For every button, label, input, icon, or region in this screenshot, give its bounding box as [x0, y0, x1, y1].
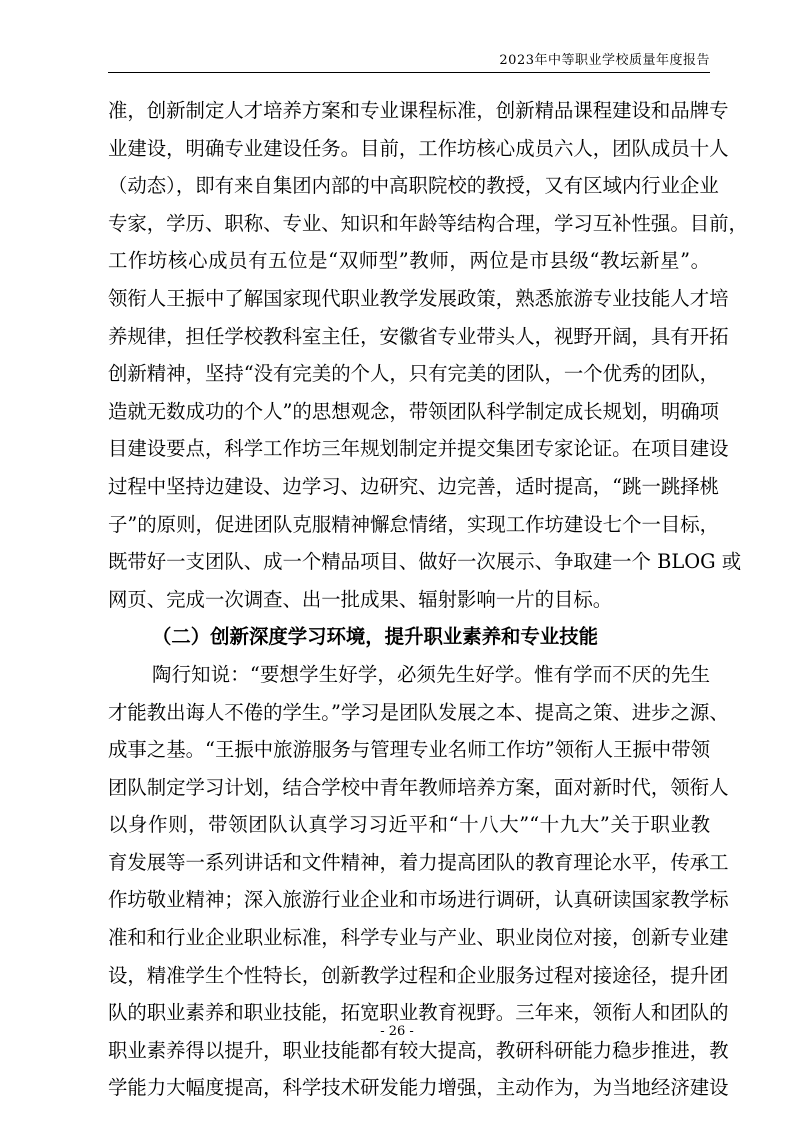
- page-header: [108, 46, 710, 73]
- text-line: 专家，学历、职称、专业、知识和年龄等结构合理，学习互补性强。目前，: [108, 211, 748, 235]
- section-heading: （二）创新深度学习环境，提升职业素养和专业技能: [152, 625, 598, 649]
- page-body: [108, 92, 748, 1107]
- text-line: 陶行知说：“要想学生好学，必须先生好学。惟有学而不厌的先生: [152, 662, 710, 686]
- text-line: 目建设要点，科学工作坊三年规划制定并提交集团专家论证。在项目建设: [108, 437, 729, 461]
- text-line: 业建设，明确专业建设任务。目前，工作坊核心成员六人，团队成员十人: [108, 136, 729, 160]
- text-line: 养规律，担任学校教科室主任，安徽省专业带头人，视野开阔，具有开拓: [108, 324, 729, 348]
- text-line: 职业素养得以提升，职业技能都有较大提高，教研科研能力稳步推进，教: [108, 1038, 729, 1062]
- text-line: 学能力大幅度提高，科学技术研发能力增强，主动作为，为当地经济建设: [108, 1076, 729, 1100]
- text-line: 作坊敬业精神；深入旅游行业企业和市场进行调研，认真研读国家教学标: [108, 888, 729, 912]
- text-line: 准，创新制定人才培养方案和专业课程标准，创新精品课程建设和品牌专: [108, 99, 729, 122]
- text-line: 工作坊核心成员有五位是“双师型”教师，两位是市县级“教坛新星”。: [108, 249, 710, 273]
- text-line: 队的职业素养和职业技能，拓宽职业教育视野。三年来，领衔人和团队的: [108, 1001, 729, 1025]
- text-line: 创新精神，坚持“没有完美的个人，只有完美的团队，一个优秀的团队，: [108, 362, 720, 386]
- text-line: 才能教出诲人不倦的学生。”学习是团队发展之本、提高之策、进步之源、: [108, 700, 729, 724]
- header-title: 2023年中等职业学校质量年度报告: [499, 53, 710, 68]
- text-line: 成事之基。“王振中旅游服务与管理专业名师工作坊”领衔人王振中带领: [108, 738, 710, 762]
- text-line: 以身作则，带领团队认真学习习近平和“十八大”“十九大”关于职业教: [108, 813, 710, 837]
- text-line: 既带好一支团队、成一个精品项目、做好一次展示、争取建一个 BLOG 或: [108, 550, 742, 574]
- text-line: 设，精准学生个性特长，创新教学过程和企业服务过程对接途径，提升团: [108, 963, 729, 987]
- paragraph-2: [108, 656, 729, 1107]
- text-line: 团队制定学习计划，结合学校中青年教师培养方案，面对新时代，领衔人: [108, 775, 729, 799]
- text-line: 准和和行业企业职业标准，科学专业与产业、职业岗位对接，创新专业建: [108, 926, 729, 950]
- text-line: 过程中坚持边建设、边学习、边研究、边完善，适时提高，“跳一跳择桃: [108, 474, 720, 498]
- text-line: （动态），即有来自集团内部的中高职院校的教授，又有区域内行业企业: [108, 174, 719, 198]
- text-line: 领衔人王振中了解国家现代职业教学发展政策，熟悉旅游专业技能人才培: [108, 286, 729, 310]
- text-line: 子”的原则，促进团队克服精神懈怠情绪，实现工作坊建设七个一目标，: [108, 512, 720, 536]
- text-line: 网页、完成一次调查、出一批成果、辐射影响一片的目标。: [108, 587, 613, 611]
- paragraph-1: [108, 92, 748, 618]
- text-line: 造就无数成功的个人”的思想观念，带领团队科学制定成长规划，明确项: [108, 399, 720, 423]
- text-line: 育发展等一系列讲话和文件精神，着力提高团队的教育理论水平，传承工: [108, 850, 729, 874]
- page-number: - 26 -: [380, 1024, 414, 1039]
